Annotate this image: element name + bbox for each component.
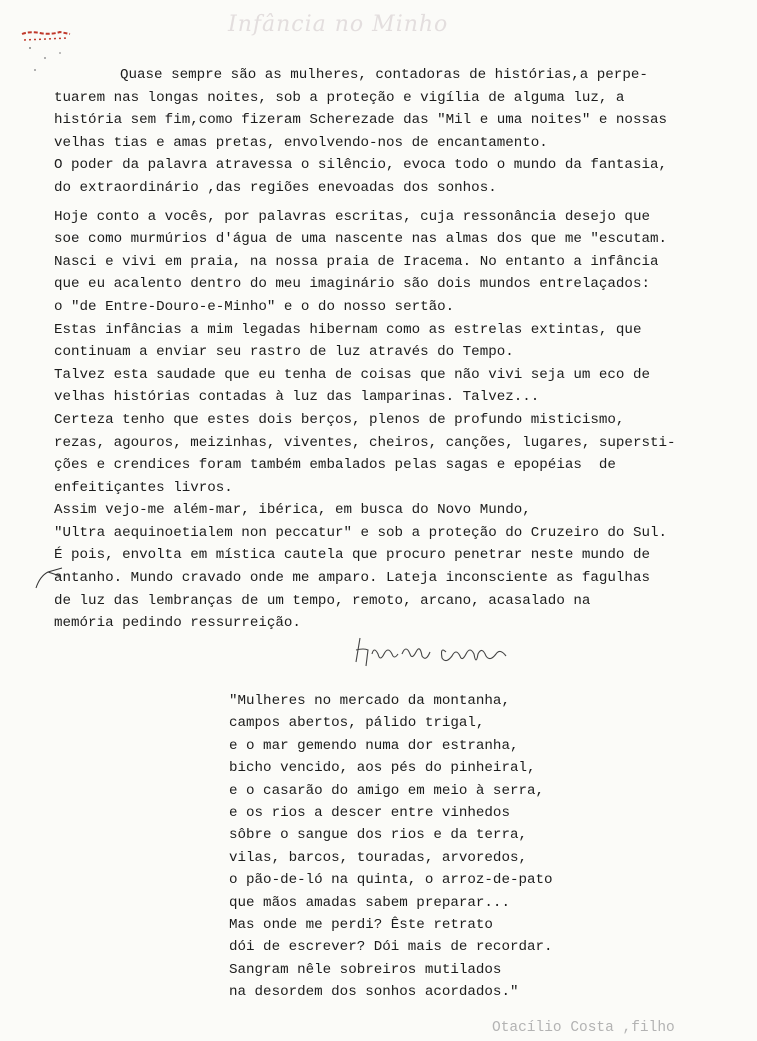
- poem-line: Mas onde me perdi? Êste retrato: [229, 916, 493, 933]
- prose-line: "Ultra aequinoetialem non peccatur" e sob a proteção do Cruzeiro do Sul.: [54, 524, 667, 541]
- prose-line: continuam a enviar seu rastro de luz através do Tempo.: [54, 344, 514, 361]
- poem-line: e os rios a descer entre vinhedos: [229, 804, 510, 821]
- prose-line: rezas, agouros, meizinhas, viventes, cheiros, canções, lugares, supersti-: [54, 434, 676, 451]
- handwritten-signature: [350, 632, 520, 672]
- poem-line: "Mulheres no mercado da montanha,: [229, 693, 510, 709]
- prose-line: soe como murmúrios d'água de uma nascente nas almas dos que me "escutam.: [54, 231, 667, 248]
- prose-line: de luz das lembranças de um tempo, remoto, arcano, acasalado na: [54, 592, 591, 609]
- poem-line: bicho vencido, aos pés do pinheiral,: [229, 760, 536, 777]
- prose-line: memória pedindo ressurreição.: [54, 615, 301, 632]
- prose-line: ções e crendices foram também embalados pelas sagas e epopéias de: [54, 457, 616, 474]
- poem-line: na desordem dos sonhos acordados.": [229, 984, 519, 1001]
- prose-line: Hoje conto a vocês, por palavras escritas, cuja ressonância desejo que: [54, 208, 650, 225]
- prose-text: [54, 64, 744, 635]
- poem-line: que mãos amadas sabem preparar...: [229, 894, 510, 911]
- handwritten-title: Infância no Minho: [228, 12, 449, 37]
- poem-author: Otacílio Costa ,filho: [492, 1020, 675, 1036]
- poem-line: dói de escrever? Dói mais de recordar.: [229, 939, 553, 956]
- poem-line: e o casarão do amigo em meio à serra,: [229, 782, 545, 799]
- prose-line: Assim vejo-me além-mar, ibérica, em busca do Novo Mundo,: [54, 502, 531, 519]
- prose-line: do extraordinário ,das regiões enevoadas dos sonhos.: [54, 179, 497, 196]
- prose-line: o "de Entre-Douro-e-Minho" e o do nosso sertão.: [54, 298, 455, 315]
- prose-line: Talvez esta saudade que eu tenha de coisas que não vivi seja um eco de: [54, 366, 650, 383]
- prose-line: velhas histórias contadas à luz das lamparinas. Talvez...: [54, 389, 540, 406]
- prose-line: tuarem nas longas noites, sob a proteção e vigília de alguma luz, a: [54, 89, 625, 106]
- prose-line: Certeza tenho que estes dois berços, plenos de profundo misticismo,: [54, 411, 625, 428]
- poem-line: sôbre o sangue dos rios e da terra,: [229, 827, 527, 844]
- prose-line: Estas infâncias a mim legadas hibernam como as estrelas extintas, que: [54, 321, 642, 338]
- poem-line: Sangram nêle sobreiros mutilados: [229, 961, 502, 978]
- prose-line: que eu acalento dentro do meu imaginário são dois mundos entrelaçados:: [54, 276, 650, 293]
- poem-line: campos abertos, pálido trigal,: [229, 715, 485, 732]
- margin-pen-mark: [34, 562, 64, 592]
- poem-line: o pão-de-ló na quinta, o arroz-de-pato: [229, 872, 553, 889]
- prose-line: velhas tias e amas pretas, envolvendo-nos de encantamento.: [54, 134, 548, 151]
- prose-line: É pois, envolta em mística cautela que procuro penetrar neste mundo de: [54, 547, 650, 564]
- prose-line: antanho. Mundo cravado onde me amparo. Lateja inconsciente as fagulhas: [54, 570, 650, 587]
- poem-line: vilas, barcos, touradas, arvoredos,: [229, 849, 527, 866]
- prose-line: enfeitiçantes livros.: [54, 479, 233, 496]
- poem-text: [229, 690, 729, 1003]
- prose-line: Quase sempre são as mulheres, contadoras de histórias,a perpe-: [120, 67, 648, 83]
- prose-line: O poder da palavra atravessa o silêncio, evoca todo o mundo da fantasia,: [54, 157, 667, 174]
- prose-line: Nasci e vivi em praia, na nossa praia de Iracema. No entanto a infância: [54, 253, 659, 270]
- prose-line: história sem fim,como fizeram Scherezade das "Mil e uma noites" e nossas: [54, 112, 667, 129]
- poem-line: e o mar gemendo numa dor estranha,: [229, 737, 519, 754]
